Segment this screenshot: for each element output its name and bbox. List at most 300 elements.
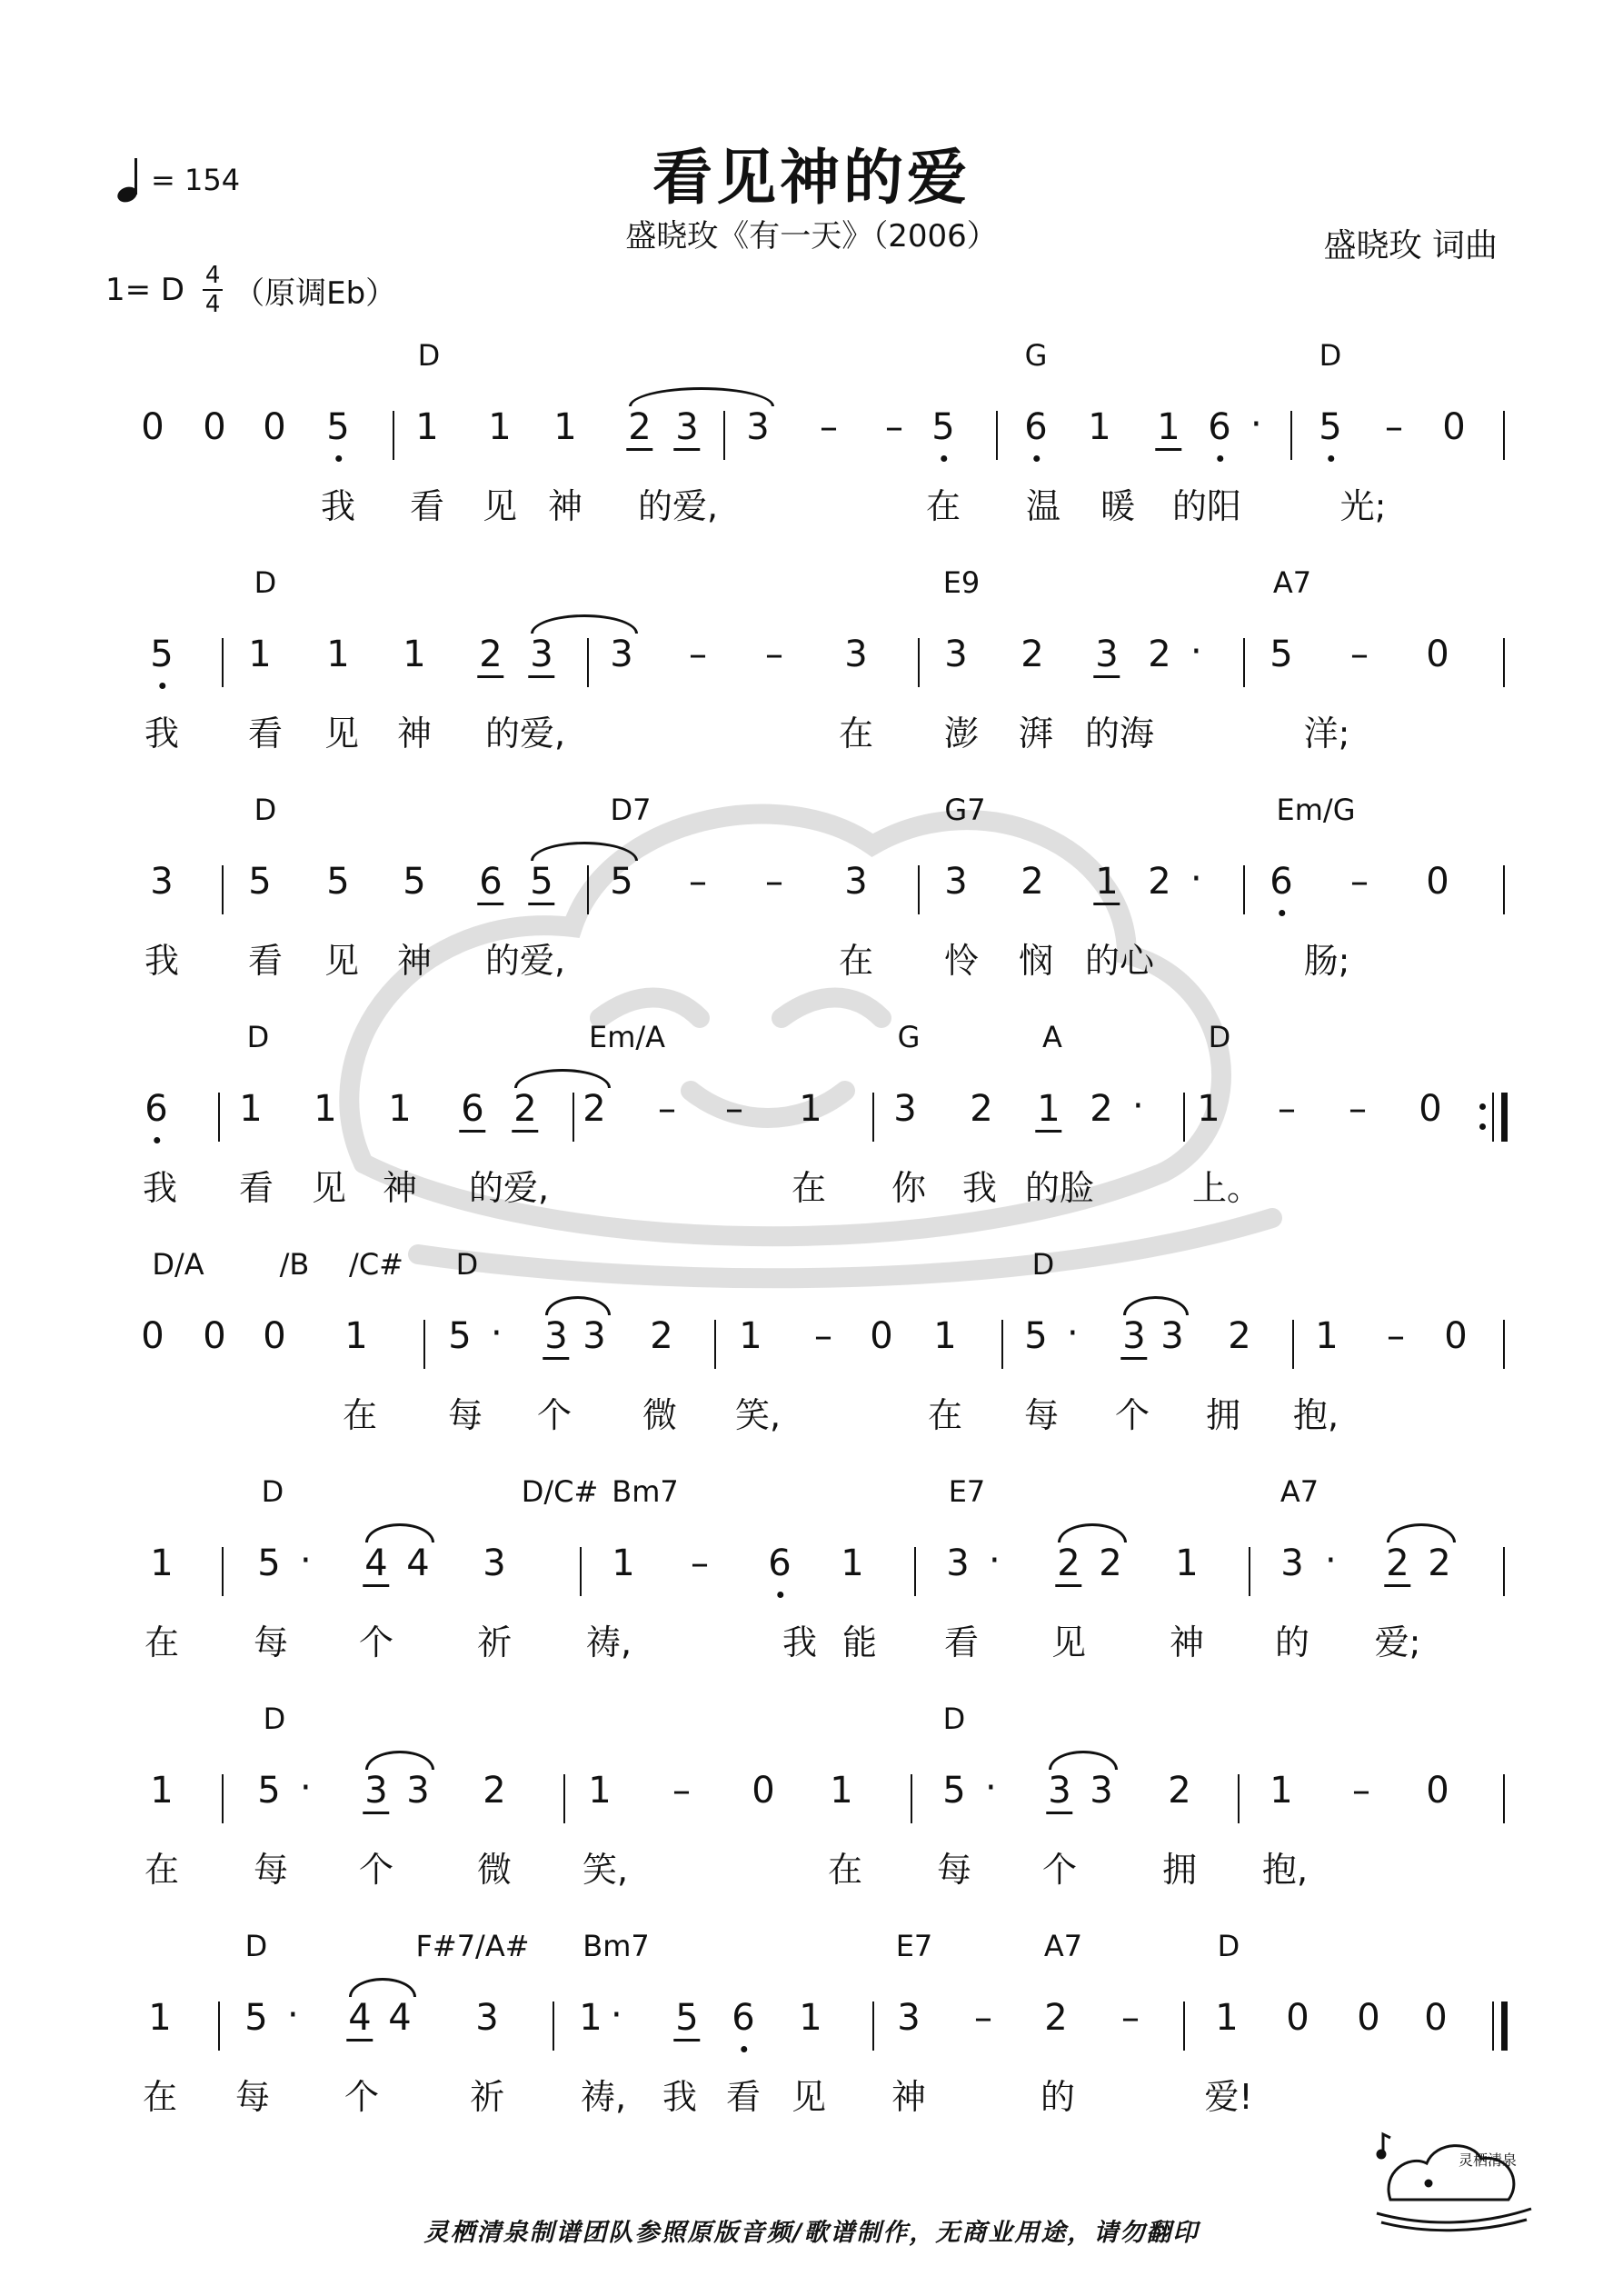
note: –	[689, 634, 707, 675]
lyric-syllable: 在	[925, 486, 961, 526]
lyric-syllable: 你	[891, 1168, 927, 1208]
lyric-syllable: 个	[1041, 1850, 1078, 1890]
music-system-6	[0, 1474, 1623, 1702]
chord-row	[0, 1247, 1623, 1302]
lyrics-row	[0, 1383, 1623, 1438]
barline	[1243, 638, 1245, 687]
note: –	[974, 1997, 992, 2039]
final-barline-thick	[1501, 2002, 1508, 2051]
note: 6	[1208, 406, 1231, 448]
note: 0	[203, 1315, 226, 1357]
note: 1	[841, 1542, 864, 1584]
note: 2	[1168, 1770, 1191, 1812]
note: 3	[897, 1997, 921, 2039]
note: 4	[388, 1997, 412, 2039]
note: 3	[1090, 1770, 1113, 1812]
chord-row	[0, 1474, 1623, 1529]
note: 3	[746, 406, 770, 448]
barline	[222, 1774, 224, 1823]
barline	[563, 1774, 565, 1823]
barline	[1243, 865, 1245, 914]
barline	[1238, 1774, 1240, 1823]
note: –	[725, 1088, 743, 1130]
note: 3	[364, 1770, 388, 1812]
lyrics-row	[0, 702, 1623, 756]
lyric-syllable: 悯	[1018, 941, 1054, 981]
note: 5	[448, 1315, 472, 1357]
lyric-syllable: 个	[1114, 1395, 1150, 1435]
note: 6	[1024, 406, 1048, 448]
barline	[222, 638, 224, 687]
note: 3	[610, 634, 633, 675]
barline	[580, 1547, 582, 1596]
note: 1	[326, 634, 350, 675]
chord-symbol: D	[1217, 1929, 1240, 1963]
lyric-syllable: 在	[927, 1395, 963, 1435]
barline	[1290, 411, 1292, 460]
chord-symbol: Bm7	[582, 1929, 650, 1963]
barline	[573, 1093, 574, 1142]
chord-symbol: F#7/A#	[415, 1929, 530, 1963]
note: –	[691, 1542, 709, 1584]
augmentation-dot: ·	[989, 1540, 1001, 1582]
notation-row	[0, 631, 1623, 685]
augmentation-dot: ·	[1067, 1313, 1079, 1354]
note: 3	[544, 1315, 568, 1357]
lyric-syllable: 我	[961, 1168, 998, 1208]
lyric-syllable: 的海	[1084, 714, 1155, 754]
note: 1	[239, 1088, 263, 1130]
barline	[218, 1093, 220, 1142]
note: 6	[144, 1088, 168, 1130]
note: 5	[403, 861, 426, 903]
note: 1	[1175, 1542, 1199, 1584]
lyric-syllable: 我	[144, 941, 180, 981]
lyric-syllable: 看	[725, 2077, 762, 2117]
lyric-syllable: 每	[253, 1850, 289, 1890]
note: 5	[530, 861, 553, 903]
note: 1	[488, 406, 512, 448]
note: 3	[150, 861, 174, 903]
note: 0	[870, 1315, 893, 1357]
lyric-syllable: 神	[547, 486, 583, 526]
lyric-syllable: 在	[342, 1395, 378, 1435]
lyric-syllable: 每	[936, 1850, 972, 1890]
barline	[218, 2002, 220, 2051]
chord-symbol: D	[942, 1702, 966, 1736]
note: 1	[1270, 1770, 1293, 1812]
lyric-syllable: 我	[142, 1168, 178, 1208]
final-barline-thick	[1501, 1093, 1508, 1142]
lyric-syllable: 在	[791, 1168, 827, 1208]
lyric-syllable: 湃	[1018, 714, 1054, 754]
notation-row	[0, 1313, 1623, 1367]
note: –	[820, 406, 838, 448]
lyrics-row	[0, 1156, 1623, 1211]
lyric-syllable: 微	[476, 1850, 513, 1890]
lyric-syllable: 肠;	[1303, 941, 1350, 981]
lyric-syllable: 个	[358, 1622, 394, 1662]
note: 5	[244, 1997, 268, 2039]
chord-symbol: Em/A	[588, 1020, 666, 1054]
note: 0	[1419, 1088, 1442, 1130]
note: 0	[1357, 1997, 1380, 2039]
note: 1	[1157, 406, 1180, 448]
note: –	[1352, 1770, 1370, 1812]
barline	[1503, 1774, 1505, 1823]
chord-symbol: /C#	[349, 1247, 403, 1282]
key-label: 1= D	[105, 272, 185, 308]
music-system-3	[0, 793, 1623, 1020]
final-barline-thin	[1492, 1093, 1494, 1142]
chord-symbol: D7	[610, 793, 652, 827]
note: 1	[248, 634, 272, 675]
note: 0	[752, 1770, 775, 1812]
lyric-syllable: 每	[1023, 1395, 1060, 1435]
sheep-logo-icon	[1372, 2118, 1536, 2236]
lyric-syllable: 上。	[1191, 1168, 1262, 1208]
chord-symbol: D	[254, 793, 277, 827]
note: 3	[475, 1997, 499, 2039]
note: 3	[844, 861, 868, 903]
lyric-syllable: 个	[344, 2077, 380, 2117]
note: 5	[1319, 406, 1342, 448]
lyric-syllable: 的阳	[1171, 486, 1242, 526]
note: 2	[628, 406, 652, 448]
chord-symbol: D	[246, 1020, 270, 1054]
lyric-syllable: 祈	[469, 2077, 505, 2117]
chord-symbol: D	[417, 338, 441, 373]
note: 1	[1315, 1315, 1339, 1357]
augmentation-dot: ·	[1250, 404, 1262, 445]
augmentation-dot: ·	[491, 1313, 503, 1354]
barline	[587, 638, 589, 687]
note: 5	[150, 634, 174, 675]
note: 5	[931, 406, 955, 448]
lyric-syllable: 的爱,	[484, 941, 566, 981]
time-numerator: 4	[204, 262, 221, 289]
album-subtitle: 盛晓玫《有一天》（2006）	[625, 218, 998, 255]
lyric-syllable: 我	[662, 2077, 698, 2117]
barline	[723, 411, 725, 460]
lyric-syllable: 看	[943, 1622, 980, 1662]
barline	[553, 2002, 554, 2051]
note: 2	[1044, 1997, 1068, 2039]
note: 5	[1024, 1315, 1048, 1357]
note: 2	[513, 1088, 537, 1130]
note: 2	[650, 1315, 673, 1357]
key-signature	[105, 264, 396, 316]
music-system-4	[0, 1020, 1623, 1247]
lyric-syllable: 的心	[1084, 941, 1155, 981]
chord-symbol: D	[263, 1702, 286, 1736]
barline	[996, 411, 998, 460]
note: 1	[1088, 406, 1111, 448]
lyric-syllable: 祈	[476, 1622, 513, 1662]
note: 1	[553, 406, 577, 448]
barline	[1503, 865, 1505, 914]
lyric-syllable: 我	[144, 714, 180, 754]
note: –	[814, 1315, 832, 1357]
lyric-syllable: 看	[247, 714, 284, 754]
augmentation-dot: ·	[287, 1994, 299, 2036]
chord-symbol: D	[254, 565, 277, 600]
note: 0	[1426, 634, 1449, 675]
chord-row	[0, 338, 1623, 393]
chord-symbol: G	[1024, 338, 1048, 373]
lyric-syllable: 看	[238, 1168, 274, 1208]
music-system-2	[0, 565, 1623, 793]
barline	[1503, 638, 1505, 687]
note: 5	[248, 861, 272, 903]
note: 0	[1286, 1997, 1309, 2039]
lyric-syllable: 澎	[943, 714, 980, 754]
chord-symbol: G	[897, 1020, 921, 1054]
note: 3	[675, 406, 699, 448]
chord-symbol: D	[261, 1474, 284, 1509]
barline	[914, 1547, 916, 1596]
lyric-syllable: 光;	[1339, 486, 1387, 526]
lyric-syllable: 我	[320, 486, 356, 526]
barline	[1292, 1320, 1294, 1369]
barline	[1503, 1547, 1505, 1596]
augmentation-dot: ·	[1132, 1085, 1144, 1127]
lyric-syllable: 拥	[1205, 1395, 1241, 1435]
note: 0	[1442, 406, 1466, 448]
lyric-syllable: 笑,	[734, 1395, 782, 1435]
note: 2	[1428, 1542, 1451, 1584]
note: 1	[150, 1542, 174, 1584]
note: 3	[1095, 634, 1119, 675]
note: 3	[893, 1088, 917, 1130]
lyric-syllable: 我	[782, 1622, 818, 1662]
note: 6	[732, 1997, 755, 2039]
note: 5	[675, 1997, 699, 2039]
note: 3	[1160, 1315, 1184, 1357]
chord-row	[0, 793, 1623, 847]
chord-symbol: A7	[1043, 1929, 1083, 1963]
lyric-syllable: 的爱,	[484, 714, 566, 754]
note: 1	[1197, 1088, 1220, 1130]
note: 4	[364, 1542, 388, 1584]
lyric-syllable: 暖	[1100, 486, 1136, 526]
final-barline-thin	[1492, 2002, 1494, 2051]
notation-row	[0, 1085, 1623, 1140]
note: 1	[314, 1088, 337, 1130]
barline	[1183, 2002, 1185, 2051]
chord-symbol: D	[455, 1247, 479, 1282]
lyric-syllable: 每	[253, 1622, 289, 1662]
lyric-syllable: 的	[1274, 1622, 1310, 1662]
chord-row	[0, 1929, 1623, 1983]
lyric-syllable: 的	[1040, 2077, 1076, 2117]
note: 1	[1215, 1997, 1239, 2039]
note: 1	[403, 634, 426, 675]
barline	[1183, 1093, 1185, 1142]
footer-notice: 灵栖清泉制谱团队参照原版音频/歌谱制作，无商业用途，请勿翻印	[423, 2219, 1200, 2247]
lyric-syllable: 看	[409, 486, 445, 526]
note: 0	[141, 1315, 164, 1357]
note: –	[672, 1770, 691, 1812]
barline	[918, 865, 920, 914]
note: 3	[946, 1542, 970, 1584]
note: 3	[483, 1542, 506, 1584]
original-key-note: （原调Eb）	[234, 275, 397, 312]
chord-symbol: G7	[944, 793, 986, 827]
note: 2	[1021, 634, 1044, 675]
barline	[1001, 1320, 1003, 1369]
barline	[714, 1320, 716, 1369]
note: 6	[1270, 861, 1293, 903]
note: 5	[257, 1770, 281, 1812]
lyric-syllable: 个	[358, 1850, 394, 1890]
note: 3	[944, 634, 968, 675]
note: 1	[933, 1315, 957, 1357]
time-signature	[203, 264, 223, 316]
barline	[423, 1320, 425, 1369]
lyric-syllable: 看	[247, 941, 284, 981]
note: 1	[1037, 1088, 1060, 1130]
note: 6	[768, 1542, 792, 1584]
barline	[222, 865, 224, 914]
note: 2	[1090, 1088, 1113, 1130]
lyric-syllable: 神	[891, 2077, 927, 2117]
lyrics-row	[0, 2065, 1623, 2120]
lyric-syllable: 抱,	[1292, 1395, 1339, 1435]
lyric-syllable: 每	[234, 2077, 271, 2117]
augmentation-dot: ·	[1190, 631, 1202, 673]
lyric-syllable: 微	[642, 1395, 678, 1435]
note: –	[1387, 1315, 1405, 1357]
chord-symbol: A7	[1279, 1474, 1319, 1509]
note: 1	[799, 1088, 822, 1130]
note: 2	[1021, 861, 1044, 903]
note: 4	[348, 1997, 372, 2039]
note: 0	[1426, 1770, 1449, 1812]
lyrics-row	[0, 1838, 1623, 1892]
barline	[918, 638, 920, 687]
lyric-syllable: 见	[311, 1168, 347, 1208]
note: –	[1278, 1088, 1296, 1130]
barline	[1249, 1547, 1250, 1596]
lyric-syllable: 的爱,	[637, 486, 719, 526]
lyrics-row	[0, 1611, 1623, 1665]
barline	[872, 1093, 874, 1142]
note: 1	[1095, 861, 1119, 903]
note: 1	[148, 1997, 172, 2039]
chord-row	[0, 1702, 1623, 1756]
lyric-syllable: 洋;	[1303, 714, 1350, 754]
note: 1	[415, 406, 439, 448]
lyric-syllable: 在	[838, 941, 874, 981]
lyric-syllable: 神	[396, 941, 433, 981]
note: 2	[1228, 1315, 1251, 1357]
note: 0	[203, 406, 226, 448]
note: 0	[141, 406, 164, 448]
note: 1	[388, 1088, 412, 1130]
lyric-syllable: 见	[1050, 1622, 1087, 1662]
note: 3	[530, 634, 553, 675]
note: –	[689, 861, 707, 903]
lyric-syllable: 每	[447, 1395, 483, 1435]
lyrics-row	[0, 929, 1623, 983]
lyric-syllable: 神	[396, 714, 433, 754]
chord-symbol: D	[244, 1929, 268, 1963]
lyric-syllable: 抱,	[1261, 1850, 1309, 1890]
note: 2	[483, 1770, 506, 1812]
augmentation-dot: ·	[1190, 858, 1202, 900]
note: 2	[582, 1088, 606, 1130]
chord-symbol: E7	[948, 1474, 986, 1509]
note: 2	[970, 1088, 993, 1130]
repeat-sign	[1479, 1103, 1487, 1131]
lyric-syllable: 在	[144, 1622, 180, 1662]
lyric-syllable: 见	[324, 714, 360, 754]
note: –	[765, 634, 783, 675]
chord-symbol: Bm7	[612, 1474, 679, 1509]
lyric-syllable: 笑,	[582, 1850, 629, 1890]
note: 2	[479, 634, 503, 675]
note: 6	[461, 1088, 484, 1130]
chord-symbol: D/A	[152, 1247, 204, 1282]
note: 3	[944, 861, 968, 903]
chord-symbol: D	[1319, 338, 1342, 373]
chord-symbol: A	[1042, 1020, 1062, 1054]
note: 3	[1122, 1315, 1146, 1357]
note: 1	[799, 1997, 822, 2039]
note: –	[1385, 406, 1403, 448]
note: 0	[263, 1315, 286, 1357]
augmentation-dot: ·	[611, 1994, 622, 2036]
lyric-syllable: 见	[324, 941, 360, 981]
lyric-syllable: 在	[838, 714, 874, 754]
barline	[1503, 1320, 1505, 1369]
barline	[911, 1774, 912, 1823]
note: 0	[1444, 1315, 1468, 1357]
note: 1	[739, 1315, 762, 1357]
augmentation-dot: ·	[985, 1767, 997, 1809]
lyric-syllable: 祷,	[585, 1622, 632, 1662]
note: 6	[479, 861, 503, 903]
lyric-syllable: 怜	[943, 941, 980, 981]
note: 2	[1057, 1542, 1080, 1584]
chord-symbol: E7	[895, 1929, 933, 1963]
note: 3	[844, 634, 868, 675]
chord-symbol: D	[1208, 1020, 1231, 1054]
chord-symbol: D	[1031, 1247, 1055, 1282]
barline	[393, 411, 394, 460]
note: –	[1349, 1088, 1367, 1130]
time-denominator: 4	[204, 291, 221, 318]
music-system-7	[0, 1702, 1623, 1929]
lyric-syllable: 神	[382, 1168, 418, 1208]
notation-row	[0, 858, 1623, 913]
note: 0	[1426, 861, 1449, 903]
lyric-syllable: 见	[791, 2077, 827, 2117]
barline	[1503, 411, 1505, 460]
note: 1	[344, 1315, 368, 1357]
note: 3	[406, 1770, 430, 1812]
chord-symbol: D/C#	[521, 1474, 599, 1509]
note: 5	[326, 406, 350, 448]
song-title: 看见神的爱	[652, 143, 971, 213]
lyric-syllable: 爱;	[1374, 1622, 1421, 1662]
chord-row	[0, 1020, 1623, 1074]
note: –	[1121, 1997, 1140, 2039]
note: 3	[1048, 1770, 1071, 1812]
note: 4	[406, 1542, 430, 1584]
notation-row	[0, 1540, 1623, 1594]
